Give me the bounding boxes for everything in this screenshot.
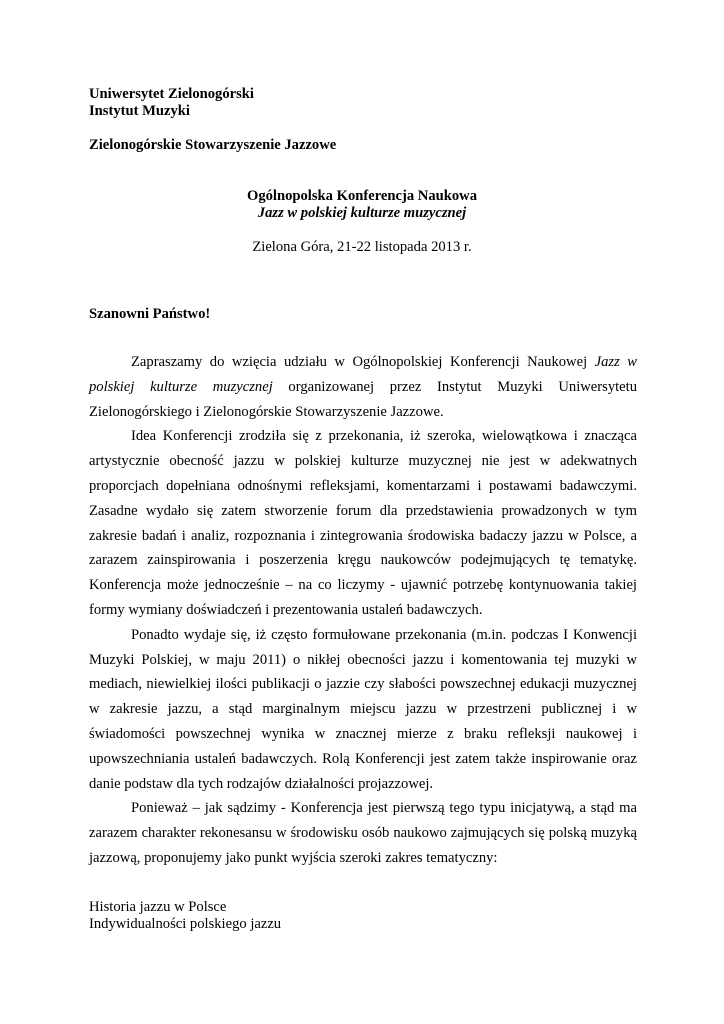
paragraph-scope: Ponieważ – jak sądzimy - Konferencja jest pierwszą tego typu inicjatywą, a stąd ma zarazem charakter rekonesansu w środowisku osób naukowo zajmujących się polską muzyką jazzową, proponujemy jako punkt wyjścia szeroki zakres tematyczny: (89, 800, 637, 866)
paragraph-motivation: Ponadto wydaje się, iż często formułowane przekonania (m.in. podczas I Konwencji Muzyki Polskiej, w maju 2011) o nikłej obecności jazzu i komentowania tej muzyki w mediach, niewielkiej ilości publikacji o jazzie czy słabości powszechnej edukacji muzycznej w zakresie jazzu, a stąd marginalnym miejscu jazzu w przestrzeni publicznej i w świadomości powszechnej wynika w znacznej mierze z braku refleksji naukowej i upowszechniania ustaleń badawczych. Rolą Konferencji jest zatem także inspirowanie oraz danie podstaw dla tych rodzajów działalności projazzowej. (89, 626, 637, 792)
topic-item: Indywidualności polskiego jazzu (89, 916, 282, 932)
topic-item: Historia jazzu w Polsce (89, 899, 227, 915)
letter-body (89, 350, 637, 871)
institute-name: Instytut Muzyki (89, 103, 190, 119)
conference-title-italic: Jazz w polskiej kulturze muzycznej (89, 354, 637, 395)
paragraph-invitation: Zapraszamy do wzięcia udziału w Ogólnopolskiej Konferencji Naukowej Jazz w polskiej kulturze muzycznej organizowanej przez Instytut Muzyki Uniwersytetu Zielonogórskiego i Zielonogórskie Stowarzyszenie Jazzowe. (89, 354, 637, 420)
university-name: Uniwersytet Zielonogórski (89, 86, 254, 102)
conference-place-date: Zielona Góra, 21-22 listopada 2013 r. (252, 239, 472, 255)
topic-list (89, 899, 281, 933)
salutation: Szanowni Państwo! (89, 306, 211, 322)
association-name: Zielonogórskie Stowarzyszenie Jazzowe (89, 137, 337, 153)
conference-subtitle: Jazz w polskiej kulturze muzycznej (257, 205, 467, 221)
paragraph-idea: Idea Konferencji zrodziła się z przekonania, iż szeroka, wielowątkowa i znacząca artystycznie obecność jazzu w polskiej kulturze muzycznej nie jest w adekwatnych proporcjach dopełniana odnośnymi refleksjami, komentarzami i postawami badawczymi. Zasadne wydało się zatem stworzenie forum dla przedstawienia prowadzonych w tym zakresie badań i analiz, rozpoznania i zintegrowania środowiska badaczy jazzu w Polsce, a zarazem zainspirowania i poszerzenia kręgu naukowców podejmujących tę tematykę. Konferencja może jednocześnie – na co liczymy - ujawnić potrzebę kontynuowania takiej formy wymiany doświadczeń i prezentowania ustaleń badawczych. (89, 428, 637, 618)
conference-title: Ogólnopolska Konferencja Naukowa (246, 188, 477, 204)
